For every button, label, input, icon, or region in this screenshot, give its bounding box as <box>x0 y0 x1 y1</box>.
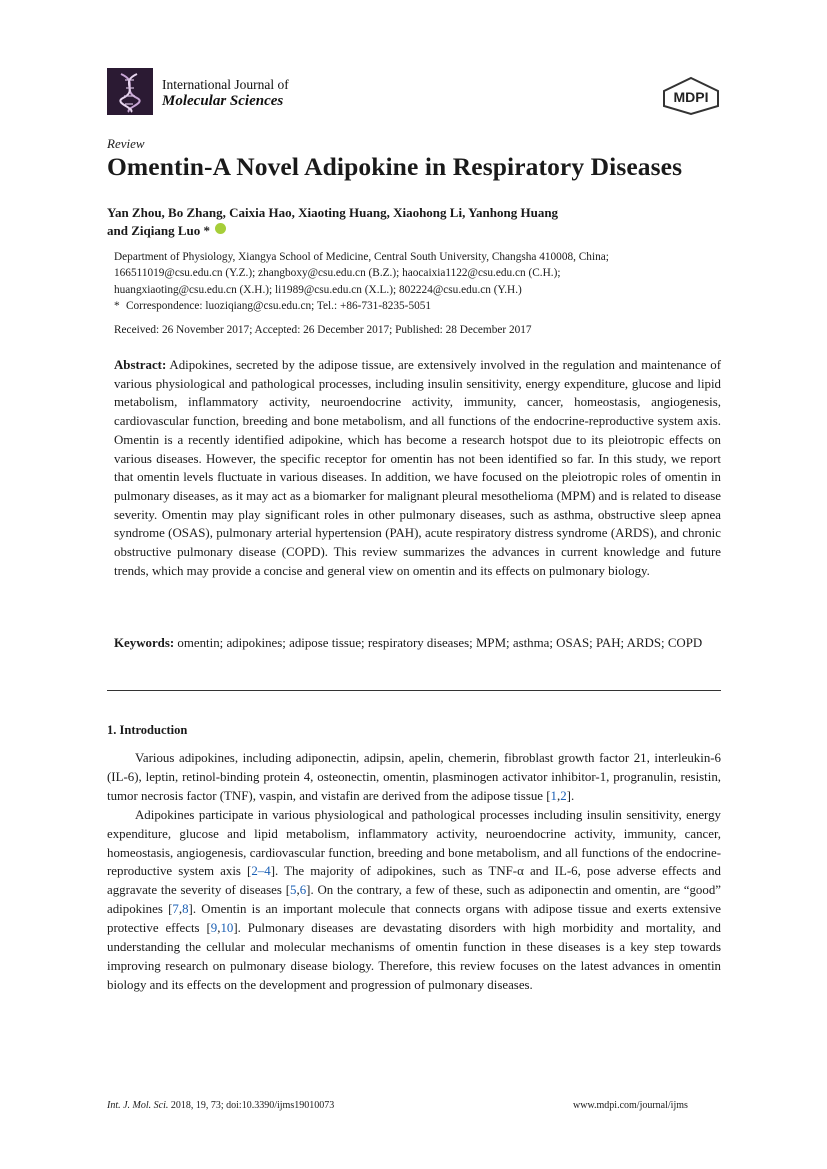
keywords <box>114 634 721 653</box>
citation-link[interactable]: 6 <box>299 883 307 898</box>
divider <box>107 690 721 691</box>
orcid-icon[interactable] <box>215 223 226 234</box>
section-heading: 1. Introduction <box>107 723 188 737</box>
corresponding-mark: * <box>203 223 210 238</box>
affiliation-line: Department of Physiology, Xiangya School of Medicine, Central South University, Changsha 410008, China; <box>114 251 609 263</box>
publisher-logo <box>660 76 722 116</box>
citation-link[interactable]: 1 <box>550 788 557 803</box>
citation-link[interactable]: 8 <box>182 902 189 917</box>
correspondence-mark: * <box>114 300 120 313</box>
correspondence: Correspondence: luoziqiang@csu.edu.cn; Tel.: +86-731-8235-5051 <box>126 300 432 313</box>
citation-link[interactable]: 5 <box>290 883 297 898</box>
journal-name <box>162 76 289 110</box>
citation-link[interactable]: 2 <box>560 788 567 803</box>
affiliation-emails-line: 166511019@csu.edu.cn (Y.Z.); zhangboxy@csu.edu.cn (B.Z.); haocaixia1122@csu.edu.cn (C.H.); <box>114 267 561 280</box>
author-list <box>107 204 667 240</box>
section-body <box>107 749 721 995</box>
publisher-name: MDPI <box>673 89 709 105</box>
footer-url[interactable]: www.mdpi.com/journal/ijms <box>573 1100 688 1111</box>
citation-link[interactable]: 2–4 <box>251 864 271 879</box>
footer-citation <box>107 1100 334 1111</box>
paragraph: Adipokines participate in various physiological and pathological processes including insulin sensitivity, energy expenditure, glucose and lipid metabolism, inflammatory activity, neuroendocrine activity, immunity, cancer, homeostasis, angiogenesis, cardiovascular function, breeding and bone metabolism, and all functions of the endocrine-reproductive system axis [2–4]. The majority of adipokines, such as TNF-α and IL-6, pose adverse effects and aggravate the severity of diseases [5,6]. On the contrary, a few of these, such as adiponectin and omentin, are “good” adipokines [7,8]. Omentin is an important molecule that connects organs with adipose tissue and exerts extensive protective effects [9,10]. Pulmonary diseases are devastating disorders with high morbidity and mortality, and understanding the cellular and molecular mechanisms of omentin function in these diseases is a key step towards improving research on pulmonary disease biology. Therefore, this review focuses on the latest advances in omentin biology and its effects on the development and progression of pulmonary diseases. <box>107 807 721 992</box>
footer-journal-abbrev: Int. J. Mol. Sci. <box>107 1100 169 1111</box>
citation-link[interactable]: 10 <box>220 921 234 936</box>
authors-line2: and Ziqiang Luo <box>107 223 201 238</box>
keywords-text: omentin; adipokines; adipose tissue; respiratory diseases; MPM; asthma; OSAS; PAH; ARDS; COPD <box>177 636 703 650</box>
paragraph: Various adipokines, including adiponectin, adipsin, apelin, chemerin, fibroblast growth factor 21, interleukin-6 (IL-6), leptin, retinol-binding protein 4, osteonectin, omentin, plasminogen activator inhibitor-1, progranulin, resistin, tumor necrosis factor (TNF), vaspin, and vistafin are derived from the adipose tissue [1,2]. <box>107 751 721 803</box>
article-type: Review <box>107 136 145 151</box>
abstract <box>114 356 721 580</box>
citation-link[interactable]: 7 <box>172 902 179 917</box>
abstract-label: Abstract: <box>114 358 167 372</box>
journal-name-line2: Molecular Sciences <box>162 93 284 109</box>
article-title: Omentin-A Novel Adipokine in Respiratory Diseases <box>107 152 683 181</box>
affiliation-emails-line: huangxiaoting@csu.edu.cn (X.H.); li1989@csu.edu.cn (X.L.); 802224@csu.edu.cn (Y.H.) <box>114 283 522 296</box>
journal-logo <box>107 68 153 115</box>
keywords-label: Keywords: <box>114 636 175 650</box>
abstract-text: Adipokines, secreted by the adipose tissue, are extensively involved in the regulation and maintenance of various physiological and pathological processes, including insulin sensitivity, energy expenditure, glucose and lipid metabolism, inflammatory activity, neuroendocrine activity, immunity, cancer, homeostasis, angiogenesis, cardiovascular function, breeding and bone metabolism, and all functions of the endocrine-reproductive system axis. Omentin is a recently identified adipokine, which has become a research hotspot due to its pleiotropic effects on various diseases. However, the specific receptor for omentin has not been identified so far. In this study, we report that omentin levels fluctuate in various diseases. In addition, we have focused on the pleiotropic roles of omentin in pulmonary diseases, as it may act as a biomarker for malignant pleural mesothelioma (MPM) and is related to disease severity. Omentin may play significant roles in other pulmonary diseases, such as asthma, obstructive sleep apnea syndrome (OSAS), pulmonary arterial hypertension (PAH), acute respiratory distress syndrome (ARDS), and chronic obstructive pulmonary disease (COPD). This review summarizes the advances in current knowledge and future trends, which may provide a concise and general view on omentin and its effects on pulmonary biology. <box>114 358 722 578</box>
publication-dates: Received: 26 November 2017; Accepted: 26 December 2017; Published: 28 December 2017 <box>114 324 532 336</box>
citation-link[interactable]: 9 <box>210 921 218 936</box>
journal-name-line1: International Journal of <box>162 77 289 92</box>
mdpi-logo-icon <box>660 76 722 116</box>
affiliation-block <box>114 249 724 315</box>
footer-doi: 2018, 19, 73; doi:10.3390/ijms19010073 <box>170 1100 335 1111</box>
dna-helix-icon <box>107 68 153 115</box>
authors-line1: Yan Zhou, Bo Zhang, Caixia Hao, Xiaoting Huang, Xiaohong Li, Yanhong Huang <box>107 205 559 220</box>
